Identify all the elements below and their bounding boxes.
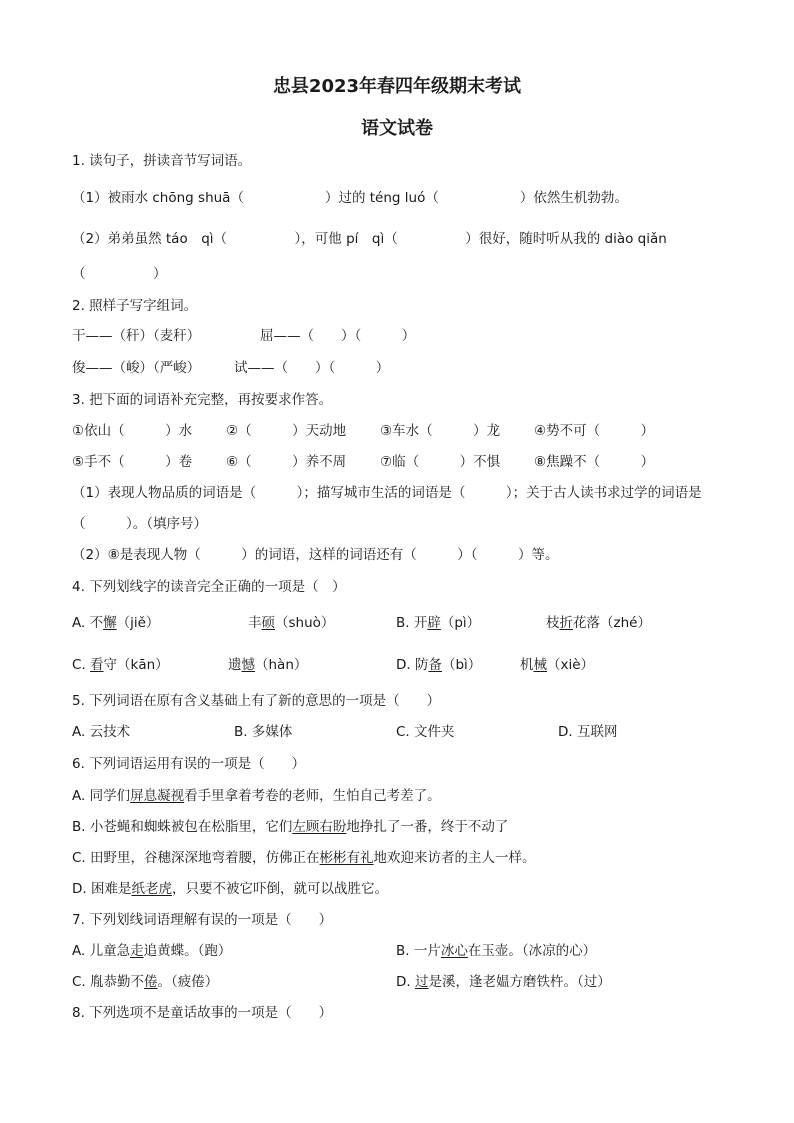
q3-sub1-a: （1）表现人物品质的词语是（ ）；描写城市生活的词语是（ ）；关于古人读书求过学的词语是 [72, 485, 702, 501]
q3-stem: 3. 把下面的词语补充完整，再按要求作答。 [72, 392, 333, 408]
q1-line2: （2）弟弟虽然 táo qì（ ），可他 pí qì（ ）很好，随时听从我的 diào qiǎn [72, 231, 667, 247]
q5-option-b: B. 多媒体 [234, 724, 293, 740]
q5-stem: 5. 下列词语在原有含义基础上有了新的意思的一项是（ ） [72, 693, 441, 709]
q1-line3: （ ） [72, 266, 167, 282]
q4-option-c2: 遗憾（hàn） [228, 657, 308, 673]
q2-stem: 2. 照样子写字组词。 [72, 298, 198, 314]
q4-stem: 4. 下列划线字的读音完全正确的一项是（ ） [72, 579, 346, 595]
q5-option-a: A. 云技术 [72, 724, 131, 740]
q4-option-c1: C. 看守（kān） [72, 657, 169, 673]
q3-item-6: ⑥（ ）养不周 [226, 454, 347, 470]
q3-item-4: ④势不可（ ） [534, 423, 655, 439]
q7-option-a: A. 儿童急走追黄蝶。（跑） [72, 943, 232, 959]
q5-option-c: C. 文件夹 [396, 724, 455, 740]
q3-sub2: （2）⑧是表现人物（ ）的词语，这样的词语还有（ ）（ ）等。 [72, 547, 559, 563]
q6-option-c: C. 田野里，谷穗深深地弯着腰，仿佛正在彬彬有礼地欢迎来访者的主人一样。 [72, 850, 536, 866]
q3-item-2: ②（ ）天动地 [226, 423, 347, 439]
q7-option-d: D. 过是溪，逢老媪方磨铁杵。（过） [396, 974, 611, 990]
q4-option-d1: D. 防备（bì） [396, 657, 482, 673]
q7-option-b: B. 一片冰心在玉壶。（冰凉的心） [396, 943, 597, 959]
q2-row1-left: 干——（秆）（麦秆） [72, 328, 201, 344]
q3-item-3: ③车水（ ）龙 [380, 423, 501, 439]
q2-row2-left: 俊——（峻）（严峻） [72, 360, 201, 376]
q1-stem: 1. 读句子，拼读音节写词语。 [72, 153, 252, 169]
q4-option-a2: 丰硕（shuò） [248, 615, 335, 631]
q6-stem: 6. 下列词语运用有误的一项是（ ） [72, 756, 306, 772]
q3-item-8: ⑧焦躁不（ ） [534, 454, 655, 470]
q6-option-d: D. 困难是纸老虎，只要不被它吓倒，就可以战胜它。 [72, 881, 388, 897]
exam-title: 忠县2023年春四年级期末考试 [272, 76, 522, 97]
q8-stem: 8. 下列选项不是童话故事的一项是（ ） [72, 1005, 333, 1021]
q4-option-b1: B. 开辟（pì） [396, 615, 481, 631]
q3-item-1: ①依山（ ）水 [72, 423, 193, 439]
q7-option-c: C. 胤恭勤不倦。（疲倦） [72, 974, 219, 990]
q4-option-a1: A. 不懈（jiě） [72, 615, 160, 631]
q2-row2-right: 试——（ ）（ ） [234, 360, 390, 376]
exam-subtitle: 语文试卷 [361, 118, 433, 139]
q3-item-5: ⑤手不（ ）卷 [72, 454, 193, 470]
q4-option-b2: 枝折花落（zhé） [546, 615, 651, 631]
q5-option-d: D. 互联网 [558, 724, 618, 740]
q3-item-7: ⑦临（ ）不惧 [380, 454, 501, 470]
q6-option-b: B. 小苍蝇和蜘蛛被包在松脂里，它们左顾右盼地挣扎了一番，终于不动了 [72, 819, 509, 835]
q2-row1-right: 屈——（ ）（ ） [260, 328, 416, 344]
q6-option-a: A. 同学们屏息凝视看手里拿着考卷的老师，生怕自己考差了。 [72, 788, 441, 804]
q4-option-d2: 机械（xiè） [520, 657, 595, 673]
q7-stem: 7. 下列划线词语理解有误的一项是（ ） [72, 912, 333, 928]
q1-line1: （1）被雨水 chōng shuā（ ）过的 téng luó（ ）依然生机勃勃。 [72, 190, 628, 206]
q3-sub1-b: （ ）。（填序号） [72, 516, 207, 532]
